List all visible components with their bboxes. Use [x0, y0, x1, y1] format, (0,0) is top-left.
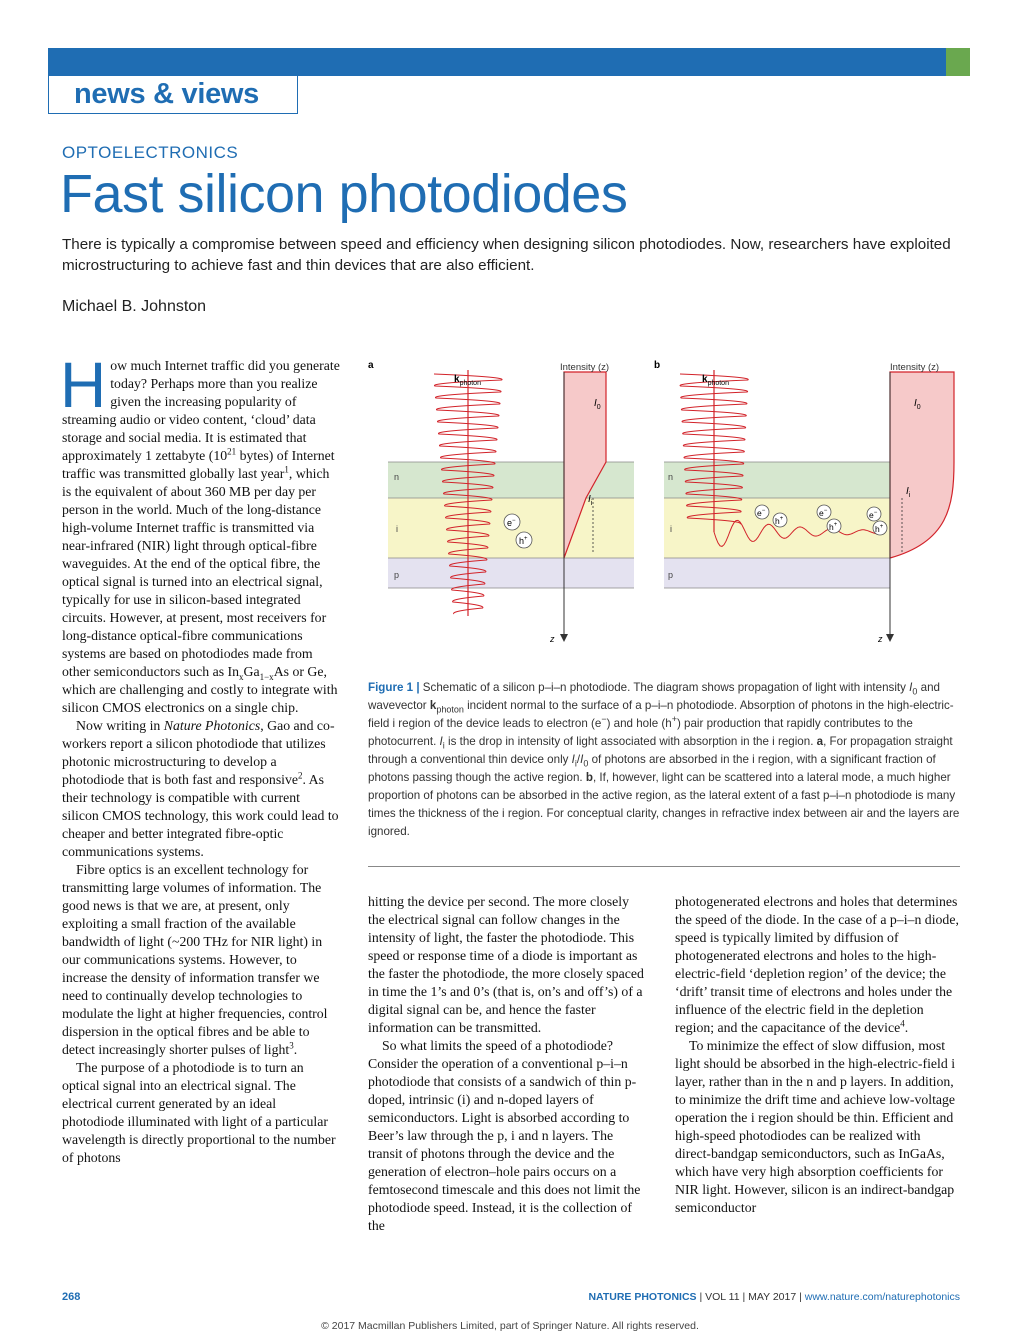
I0-label: $I_0$ — [594, 398, 601, 411]
electron-marker — [755, 505, 769, 519]
caption-divider — [368, 866, 960, 867]
figure-label: Figure 1 | — [368, 681, 420, 694]
body-column-2 — [368, 893, 648, 1235]
electron-marker — [504, 514, 520, 530]
paragraph: How much Internet traffic did you generate today? Perhaps more than you realize given the increasing popularity of streaming audio or video content, ‘cloud’ data storage and social media. It is estimated that approximately 1 zettabyte ($10^{21}$ bytes) of Internet traffic was transmitted globally last year$^1$, which is the equivalent of about 360 MB per day per person in the world. Much of the long-distance high-volume Internet traffic is transmitted via near-infrared (NIR) light through optical-fibre waveguides. At the end of the optical fibre, the optical signal is turned into an electrical signal, typically for use in silicon-based integrated circuits. However, at present, most receivers for long-distance optical-fibre communications systems are based on photodiodes made from other semiconductors such as $In_xGa_{1-x}As$ or Ge, which are challenging and costly to integrate with silicon CMOS electronics on a single chip. — [60, 349, 340, 715]
header-accent-block — [946, 48, 970, 76]
p-layer — [664, 558, 890, 588]
electron-marker — [817, 505, 831, 519]
k-photon-label: $k_{photon}$ — [702, 374, 729, 387]
z-axis-label: z — [878, 634, 883, 644]
journal-footer — [588, 1291, 960, 1303]
panel-b — [654, 360, 954, 644]
hole-marker — [827, 519, 841, 533]
svg-text:e−: e− — [819, 508, 828, 518]
figure-1 — [368, 356, 960, 656]
n-layer-label: n — [668, 472, 674, 482]
svg-text:e−: e− — [757, 508, 766, 518]
svg-text:h+: h+ — [875, 524, 884, 534]
paragraph: The purpose of a photodiode is to turn an optical signal into an electrical signal. The electrical current generated by an ideal photodiode illuminated with light of a particular wavelength is directly proportional to the number of photons — [62, 1060, 336, 1165]
page-number: 268 — [62, 1291, 81, 1303]
intensity-label: Intensity (z) — [890, 362, 940, 373]
paragraph: Now writing in Nature Photonics, Gao and co-workers report a silicon photodiode that utilizes photonic microstructuring to develop a photodiode that is both fast and responsive$^2$. As their technology is compatible with current silicon CMOS technology, this work could lead to cheaper and better integrated fibre-optic communications systems. — [62, 718, 339, 859]
issue-info: | VOL 11 | MAY 2017 | — [696, 1291, 805, 1303]
drop-cap: H — [60, 349, 107, 421]
section-label: OPTOELECTRONICS — [62, 143, 239, 162]
panel-a — [368, 360, 634, 644]
copyright: © 2017 Macmillan Publishers Limited, part of Springer Nature. All rights reserved. — [321, 1320, 699, 1332]
n-layer — [664, 462, 890, 498]
electron-marker — [867, 507, 881, 521]
header-bar — [48, 48, 970, 76]
intensity-label: Intensity (z) — [560, 362, 610, 373]
z-axis-label: z — [550, 634, 555, 644]
i-layer-label: i — [396, 524, 398, 534]
paragraph: hitting the device per second. The more closely the electrical signal can follow changes in the intensity of light, the faster the photodiode. This speed or response time of a diode is important as the faster the photodiode, the more closely spaced in time the 1’s and 0’s (that is, on’s and off’s) of a digital signal can be, and hence the faster information can be transmitted. — [368, 894, 644, 1035]
paragraph: photogenerated electrons and holes that determines the speed of the diode. In the case of a p–i–n diode, speed is typically limited by diffusion of photogenerated electrons and holes to the high-electric-field ‘depletion region’ of the device; the ‘drift’ transit time of electrons and holes under the influence of the electric field in the depletion region; and the capacitance of the device$^4$. — [675, 894, 959, 1035]
body-column-3 — [675, 893, 960, 1217]
panel-label: a — [368, 360, 374, 371]
I0-label: $I_0$ — [914, 398, 921, 411]
svg-text:h+: h+ — [829, 522, 838, 532]
p-layer-label: p — [394, 570, 400, 580]
svg-text:h+: h+ — [519, 536, 528, 546]
svg-text:e−: e− — [507, 518, 516, 528]
hole-marker — [773, 513, 787, 527]
Ii-label: $I_i$ — [588, 494, 593, 507]
article-title: Fast silicon photodiodes — [60, 164, 628, 224]
svg-text:h+: h+ — [775, 516, 784, 526]
intensity-profile — [890, 372, 954, 558]
k-photon-label: $k_{photon}$ — [454, 374, 481, 387]
journal-name: NATURE PHOTONICS — [588, 1291, 697, 1303]
paragraph: To minimize the effect of slow diffusion, most light should be absorbed in the high-electric-field i layer, rather than in the n and p layers. In addition, to minimize the drift time and achieve low-voltage operation the i region should be thin. Efficient and high-speed photodiodes can be realized with direct-bandgap semiconductors, such as InGaAs, which have very high absorption coefficients for NIR light. However, silicon is an indirect-bandgap semiconductor — [675, 1038, 956, 1215]
p-layer-label: p — [668, 570, 674, 580]
body-column-1 — [60, 349, 340, 1167]
i-layer-label: i — [670, 524, 672, 534]
Ii-label: $I_i$ — [906, 486, 911, 499]
paragraph: Fibre optics is an excellent technology for transmitting large volumes of information. The good news is that we are, at present, only exploiting a small fraction of the available bandwidth of light (~200 THz for NIR light) in our communications systems. However, to increase the density of information transfer we need to continually develop technologies to modulate the light at higher frequencies, control dispersion in the optical fibres and be able to detect increasingly shorter pulses of light$^3$. — [62, 862, 328, 1057]
p-layer — [388, 558, 634, 588]
hole-marker — [873, 521, 887, 535]
panel-label: b — [654, 360, 661, 371]
brand-title: news & views — [74, 78, 259, 110]
n-layer-label: n — [394, 472, 400, 482]
author: Michael B. Johnston — [62, 298, 207, 315]
svg-text:e−: e− — [869, 510, 878, 520]
hole-marker — [516, 532, 532, 548]
paragraph: So what limits the speed of a photodiode? Consider the operation of a conventional p–i–n photodiode that consists of a sandwich of thin p-doped, intrinsic (i) and n-doped layers of semiconductors. Light is absorbed according to Beer’s law through the p, i and n layers. The transit of photons through the device and the generation of electron–hole pairs occurs on a femtosecond timescale and this does not limit the photodiode speed. Instead, it is the collection of the — [368, 1038, 641, 1233]
standfirst: There is typically a compromise between speed and efficiency when designing silicon photodiodes. Now, researchers have exploited microstructuring to achieve fast and thin devices that are also efficient. — [62, 236, 951, 274]
figure-caption: Figure 1 | Schematic of a silicon p–i–n photodiode. The diagram shows propagation of light with intensity $I_0$ and wavevector $k_{photon}$ incident normal to the surface of a p–i–n photodiode. Absorption of photons in the high-electric-field i region of the device leads to electron (e−) and hole (h+) pair production that rapidly contributes to the photocurrent. $I_i$ is the drop in intensity of light associated with absorption in the i region. a, For propagation straight through a conventional thin device only $I_i/I_0$ of photons are absorbed in the i region, with a significant fraction of photons passing though the active region. b, If, however, light can be scattered into a lateral mode, a much higher proportion of photons can be absorbed in the active region, as the lateral extent of a fast p–i–n photodiode is many times the thickness of the i region. For conceptual clarity, changes in refractive index between air and the layers are ignored. — [368, 681, 960, 838]
journal-url-link[interactable]: www.nature.com/naturephotonics — [804, 1291, 960, 1303]
